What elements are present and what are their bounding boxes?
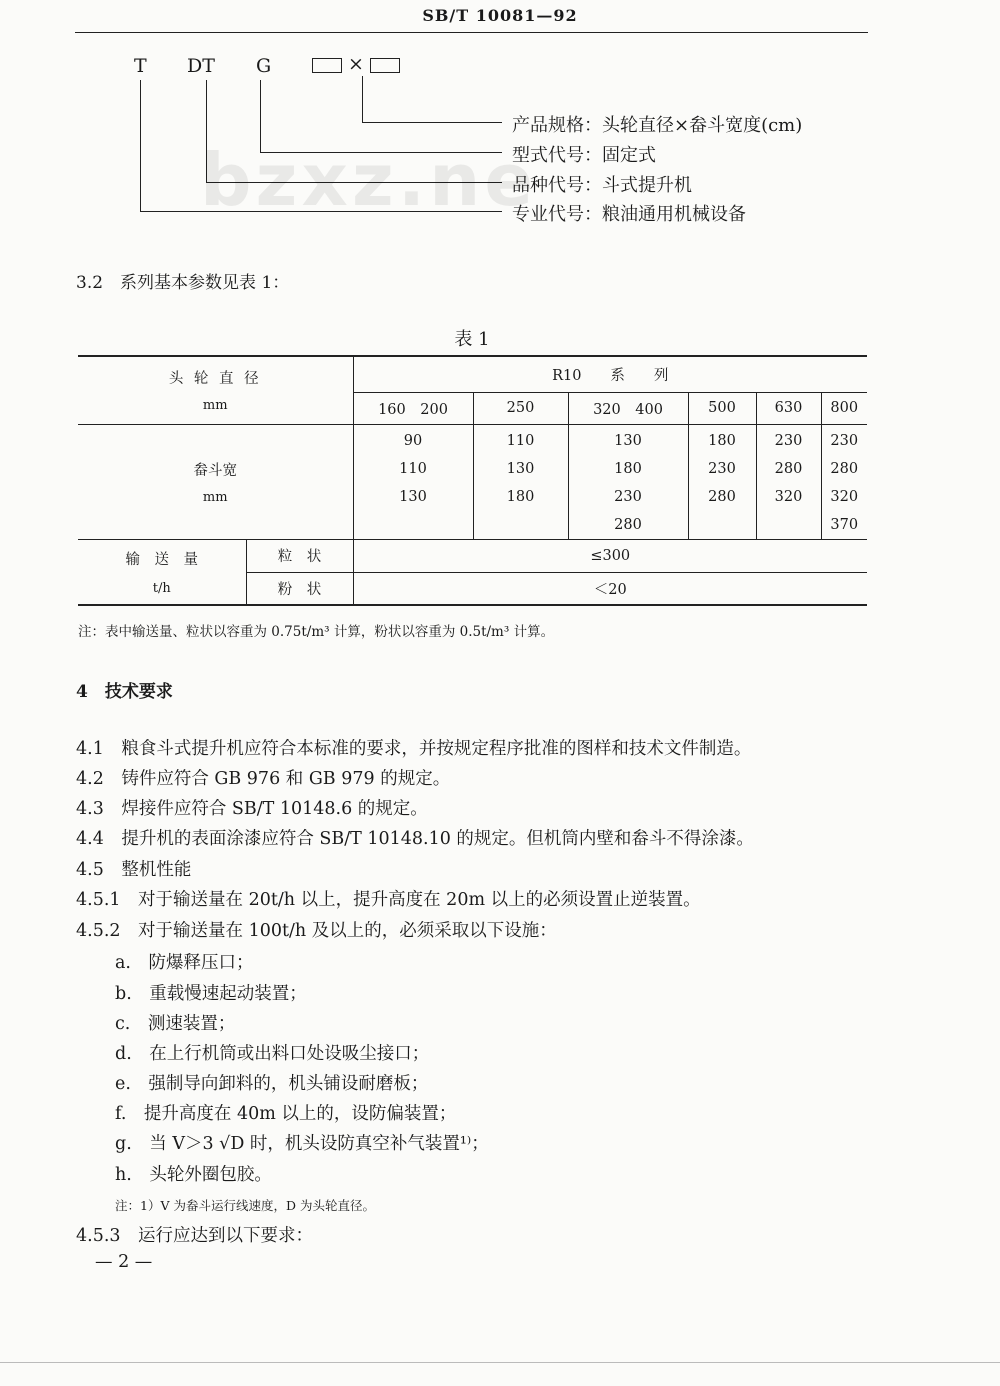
section-4-heading: 4 技术要求 <box>76 682 173 702</box>
width-value: 110 <box>506 432 535 449</box>
width-value: 280 <box>708 488 736 505</box>
clause-4-3: 4.3 焊接件应符合 SB/T 10148.6 的规定。 <box>76 799 428 819</box>
width-value: 280 <box>614 516 642 533</box>
granular-label: 粒 状 <box>246 539 353 572</box>
code-part-g: G <box>256 55 272 77</box>
diameter-630: 630 <box>756 392 821 424</box>
clause-4-2: 4.2 铸件应符合 GB 976 和 GB 979 的规定。 <box>76 769 451 789</box>
diameter-250: 250 <box>473 392 568 424</box>
width-value: 230 <box>830 432 859 449</box>
capacity-cell <box>78 539 246 605</box>
width-value: 180 <box>506 488 535 505</box>
connector-profession <box>140 80 141 211</box>
section-3-2: 3.2 系列基本参数见表 1： <box>76 273 290 293</box>
item-b: b. 重载慢速起动装置； <box>115 984 307 1004</box>
width-value: 230 <box>708 460 736 477</box>
width-value: 180 <box>614 460 642 477</box>
header-diameter-cell <box>78 356 353 424</box>
diameter-800: 800 <box>821 392 867 424</box>
legend-variety: 品种代号：斗式提升机 <box>512 175 692 196</box>
item-a: a. 防爆释压口； <box>115 953 254 973</box>
page-bottom-edge <box>0 1362 1000 1363</box>
footnote: 注：1）V 为畚斗运行线速度，D 为头轮直径。 <box>115 1198 375 1213</box>
widths-250 <box>473 424 568 539</box>
widths-320-400 <box>568 424 688 539</box>
width-value: 230 <box>614 488 642 505</box>
capacity-unit: t/h <box>152 580 171 596</box>
widths-160-200 <box>353 424 473 539</box>
granular-value: ≤300 <box>353 539 867 572</box>
width-value: 320 <box>774 488 803 505</box>
item-f: f. 提升高度在 40m 以上的，设防偏装置； <box>115 1104 457 1124</box>
clause-4-5-2: 4.5.2 对于输送量在 100t/h 及以上的，必须采取以下设施： <box>76 921 557 941</box>
item-c: c. 测速装置； <box>115 1014 236 1034</box>
widths-630 <box>756 424 821 539</box>
legend-type: 型式代号：固定式 <box>512 145 656 166</box>
widths-800 <box>821 424 867 539</box>
width-value: 180 <box>708 432 736 449</box>
item-e: e. 强制导向卸料的，机头铺设耐磨板； <box>115 1074 429 1094</box>
legend-profession: 专业代号：粮油通用机械设备 <box>512 204 746 225</box>
connector-spec <box>362 76 363 122</box>
clause-4-5-1: 4.5.1 对于输送量在 20t/h 以上，提升高度在 20m 以上的必须设置止逆装置。 <box>76 890 701 910</box>
width-value: 130 <box>506 460 535 477</box>
code-part-dt: DT <box>187 55 215 77</box>
blank-box-diameter <box>312 58 342 73</box>
width-value: 90 <box>403 432 423 449</box>
diameter-320-400: 320 400 <box>568 392 688 424</box>
item-g: g. 当 V＞3 √D 时，机头设防真空补气装置¹⁾； <box>115 1134 489 1154</box>
widths-500 <box>688 424 756 539</box>
header-rule <box>75 32 868 33</box>
watermark: bzxz.ne <box>200 138 538 222</box>
width-value: 130 <box>399 488 427 505</box>
clause-4-5-3: 4.5.3 运行应达到以下要求： <box>76 1226 314 1246</box>
code-spec-boxes <box>312 53 400 75</box>
page-number: — 2 — <box>95 1252 153 1272</box>
head-diameter-unit: mm <box>202 398 228 414</box>
document-code-header: SB/T 10081—92 <box>422 6 578 25</box>
width-value: 280 <box>774 460 803 477</box>
width-value: 230 <box>774 432 803 449</box>
width-value: 110 <box>399 460 427 477</box>
series-label: R10 系 列 <box>353 356 867 392</box>
powder-value: ＜20 <box>593 581 627 598</box>
diameter-160-200: 160 200 <box>353 392 473 424</box>
bucket-width-unit: mm <box>202 489 228 505</box>
item-d: d. 在上行机筒或出料口处设吸尘接口； <box>115 1044 430 1064</box>
times-sign: × <box>348 53 364 75</box>
diameter-500: 500 <box>688 392 756 424</box>
clause-4-4: 4.4 提升机的表面涂漆应符合 SB/T 10148.10 的规定。但机筒内壁和畚斗不得涂漆。 <box>76 829 754 849</box>
parameter-table <box>78 355 867 606</box>
clause-4-5: 4.5 整机性能 <box>76 860 192 880</box>
table-title: 表 1 <box>454 329 490 350</box>
width-value: 320 <box>830 488 859 505</box>
connector-spec-h <box>362 122 502 123</box>
powder-label: 粉 状 <box>246 572 353 605</box>
head-diameter-label: 头 轮 直 径 <box>168 371 262 388</box>
capacity-label: 输 送 量 <box>125 551 198 568</box>
blank-box-width <box>370 58 400 73</box>
table-note: 注：表中输送量、粒状以容重为 0.75t/m³ 计算，粉状以容重为 0.5t/m³ 计算。 <box>78 624 555 640</box>
width-value: 370 <box>830 516 859 533</box>
code-part-t: T <box>134 55 147 77</box>
bucket-width-label: 畚斗宽 <box>193 462 237 479</box>
width-value: 130 <box>614 432 642 449</box>
clause-4-1: 4.1 粮食斗式提升机应符合本标准的要求，并按规定程序批准的图样和技术文件制造。 <box>76 739 752 759</box>
bucket-width-cell <box>78 424 353 539</box>
width-value: 280 <box>830 460 859 477</box>
item-h: h. 头轮外圈包胶。 <box>115 1165 272 1185</box>
legend-spec: 产品规格：头轮直径×畚斗宽度(cm) <box>512 115 803 136</box>
